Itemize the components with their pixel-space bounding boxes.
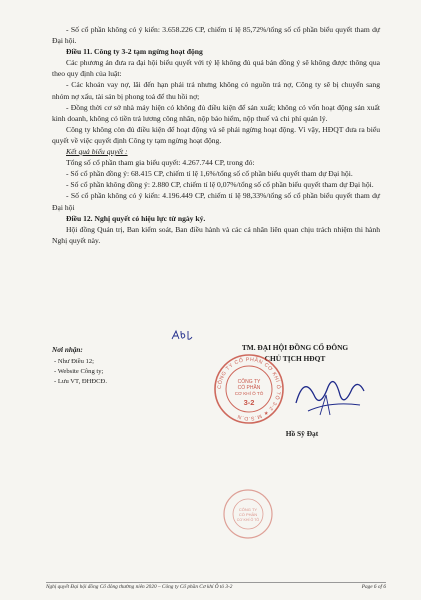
signature-line-1: TM. ĐẠI HỘI ĐỒNG CỔ ĐÔNG xyxy=(241,343,349,352)
shares-disagree: - Số cổ phần không đồng ý: 2.880 CP, chiếm tỉ lệ 0,07%/tổng số cổ phần biểu quyết tham dự Đại hội. xyxy=(66,180,374,190)
vote-result-heading: Kết quả biểu quyết : xyxy=(66,147,128,157)
svg-text:CƠ KHÍ Ô TÔ: CƠ KHÍ Ô TÔ xyxy=(234,391,264,396)
article-12-heading: Điều 12. Nghị quyết có hiệu lực từ ngày ký. xyxy=(66,213,206,223)
recipient-item: - Lưu VT, ĐHĐCĐ. xyxy=(54,378,107,385)
paragraph-responsibility: Hội đồng Quản trị, Ban kiểm soát, Ban điều hành và các cá nhân liên quan chịu trách nhiệm thi hành Nghị quyết này. xyxy=(52,224,380,245)
faded-seal xyxy=(222,488,274,540)
handwritten-signature xyxy=(290,365,370,425)
footer-title: Nghị quyết Đại hội đồng Cổ đông thường niên 2020 – Công ty Cổ phần Cơ khí Ô tô 3-2 xyxy=(46,584,233,590)
total-shares: Tổng số cổ phần tham gia biểu quyết: 4.267.744 CP, trong đó: xyxy=(66,158,255,168)
paragraph-no-opinion-1: - Số cổ phần không có ý kiến: 3.658.226 CP, chiếm tỉ lệ 85,72%/tổng số cổ phần biểu quyết tham dự Đại hội. xyxy=(52,25,380,46)
svg-text:CÔNG TY: CÔNG TY xyxy=(237,379,261,385)
paragraph-factory: - Đồng thời cơ sở nhà máy hiện có không đủ điều kiện để sản xuất; không có vốn hoạt động sản xuất kinh doanh, không có tiền trả lương công nhân, nộp bảo hiểm, nộp thuế và chi phí quản lý. xyxy=(52,102,380,123)
page-number: Page 6 of 6 xyxy=(361,584,386,590)
svg-text:CỔ PHẦN: CỔ PHẦN xyxy=(238,512,258,517)
svg-text:CỔ PHẦN: CỔ PHẦN xyxy=(237,385,261,391)
paragraph-intro: Các phương án đưa ra đại hội biểu quyết với tỷ lệ không đủ quá bán đồng ý sẽ không được thông qua theo quy định của luật: xyxy=(52,58,380,79)
svg-text:3-2: 3-2 xyxy=(243,398,255,407)
signature-line-2: CHỦ TỊCH HĐQT xyxy=(264,353,326,363)
article-11-heading: Điều 11. Công ty 3-2 tạm ngừng hoạt động xyxy=(66,47,203,57)
recipients-label: Nơi nhận: xyxy=(52,346,83,354)
shares-agree: - Số cổ phần đồng ý: 68.415 CP, chiếm tỉ lệ 1,6%/tổng số cổ phần biểu quyết tham dự Đại hội. xyxy=(66,169,353,179)
paragraph-conclusion: Công ty không còn đủ điều kiện để hoạt động và sẽ phải ngừng hoạt động. Vì vậy, HĐQT đưa ra biểu quyết về việc quyết định Công ty tạm ngừng hoạt động. xyxy=(52,124,380,145)
paragraph-debt: - Các khoản vay nợ, lãi đến hạn phải trả nhưng không có nguồn trả nợ, Công ty sẽ bị chuyển sang nhóm nợ xấu, tài sản bị phong toả để thu hồi nợ; xyxy=(52,80,380,101)
page-footer xyxy=(46,584,386,590)
initials-handwriting xyxy=(170,329,194,341)
shares-no-opinion: - Số cổ phần không có ý kiến: 4.196.449 CP, chiếm tỉ lệ 98,33%/tổng số cổ phần biểu quyết tham dự Đại hội xyxy=(52,191,380,212)
recipients-block xyxy=(52,345,182,387)
svg-text:CÔNG TY: CÔNG TY xyxy=(238,507,258,512)
svg-text:CƠ KHÍ Ô TÔ: CƠ KHÍ Ô TÔ xyxy=(236,518,260,522)
document-body xyxy=(52,24,380,246)
svg-text:CÔNG TY CỔ PHẦN CƠ KHÍ Ô TÔ 3-: CÔNG TY CỔ PHẦN CƠ KHÍ Ô TÔ 3-2 ★ M.S.D.N xyxy=(216,356,282,422)
signer-name: Hồ Sỹ Đạt xyxy=(285,429,319,438)
footer-divider xyxy=(46,582,386,583)
recipient-item: - Website Công ty; xyxy=(54,368,104,375)
company-seal xyxy=(212,352,286,426)
recipient-item: - Như Điều 12; xyxy=(54,358,95,365)
